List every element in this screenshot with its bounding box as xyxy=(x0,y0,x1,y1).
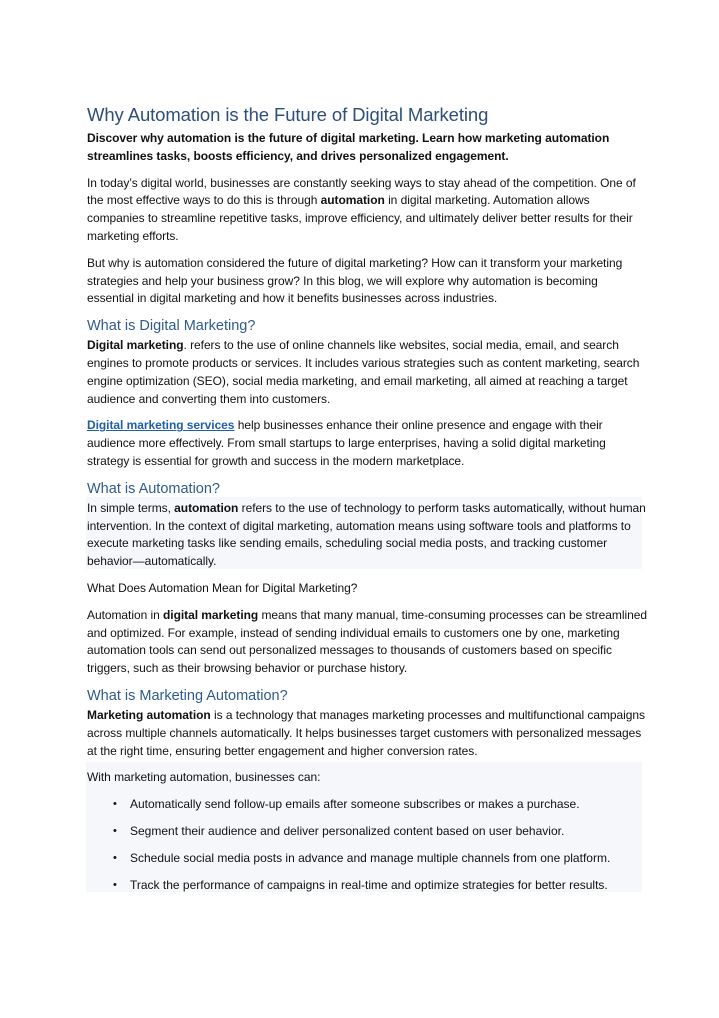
bullet-icon: • xyxy=(113,798,117,811)
benefits-list xyxy=(87,796,647,895)
paragraph-list-intro: With marketing automation, businesses can: xyxy=(87,770,321,785)
digital-marketing-services-link[interactable]: Digital marketing services xyxy=(87,418,235,433)
bullet-icon: • xyxy=(113,825,117,838)
list-item: • Schedule social media posts in advance and manage multiple channels from one platform. xyxy=(87,850,647,868)
paragraph-automation-question: What Does Automation Mean for Digital Marketing? xyxy=(87,580,358,595)
bold-automation: automation xyxy=(320,193,385,208)
paragraph-digital-services: Digital marketing services help businesses enhance their online presence and engage with their audience more effectively. From small startups to large enterprises, having a solid digital marketing strategy is essential for growth and success in the modern marketplace. xyxy=(87,418,606,468)
paragraph-digital-marketing: Digital marketing. refers to the use of online channels like websites, social media, email, and search engines to promote products or services. It includes various strategies such as content marketing, search engine optimization (SEO), social media marketing, and email marketing, all aimed at reaching a target audience and converting them into customers. xyxy=(87,338,640,406)
article-body xyxy=(87,104,647,904)
article-intro: Discover why automation is the future of digital marketing. Learn how marketing automation streamlines tasks, boosts efficiency, and drives personalized engagement. xyxy=(87,131,610,163)
bullet-icon: • xyxy=(113,879,117,892)
list-item: • Automatically send follow-up emails after someone subscribes or makes a purchase. xyxy=(87,796,647,814)
paragraph-marketing-automation: Marketing automation is a technology that manages marketing processes and multifunctional campaigns across multiple channels automatically. It helps businesses target customers with personalized messages at the right time, ensuring better engagement and higher conversion rates. xyxy=(87,707,645,758)
heading-marketing-automation: What is Marketing Automation? xyxy=(87,687,288,704)
heading-automation: What is Automation? xyxy=(87,480,220,497)
list-item: • Segment their audience and deliver personalized content based on user behavior. xyxy=(87,823,647,841)
article-title: Why Automation is the Future of Digital Marketing xyxy=(87,104,489,125)
paragraph-automation-meaning: Automation in digital marketing means that many manual, time-consuming processes can be streamlined and optimized. For example, instead of sending individual emails to customers one by one, marketing automation tools can send out personalized messages to thousands of customers based on specific triggers, such as their browsing behavior or purchase history. xyxy=(87,607,647,676)
heading-digital-marketing: What is Digital Marketing? xyxy=(87,318,256,335)
list-item: • Track the performance of campaigns in real-time and optimize strategies for better results. xyxy=(87,877,647,895)
paragraph-intro-2: But why is automation considered the future of digital marketing? How can it transform your marketing strategies and help your business grow? In this blog, we will explore why automation is becoming essential in digital marketing and how it benefits businesses across industries. xyxy=(87,255,623,306)
paragraph-intro-1: In today’s digital world, businesses are constantly seeking ways to stay ahead of the competition. One of the most effective ways to do this is through automation in digital marketing. Automation allows companies to streamline repetitive tasks, improve efficiency, and ultimately deliver better results for their marketing efforts. xyxy=(87,175,636,243)
bullet-icon: • xyxy=(113,852,117,865)
paragraph-automation: In simple terms, automation refers to the use of technology to perform tasks automatically, without human intervention. In the context of digital marketing, automation means using software tools and platforms to execute marketing tasks like sending emails, scheduling social media posts, and tracking customer behavior—automatically. xyxy=(87,500,646,569)
